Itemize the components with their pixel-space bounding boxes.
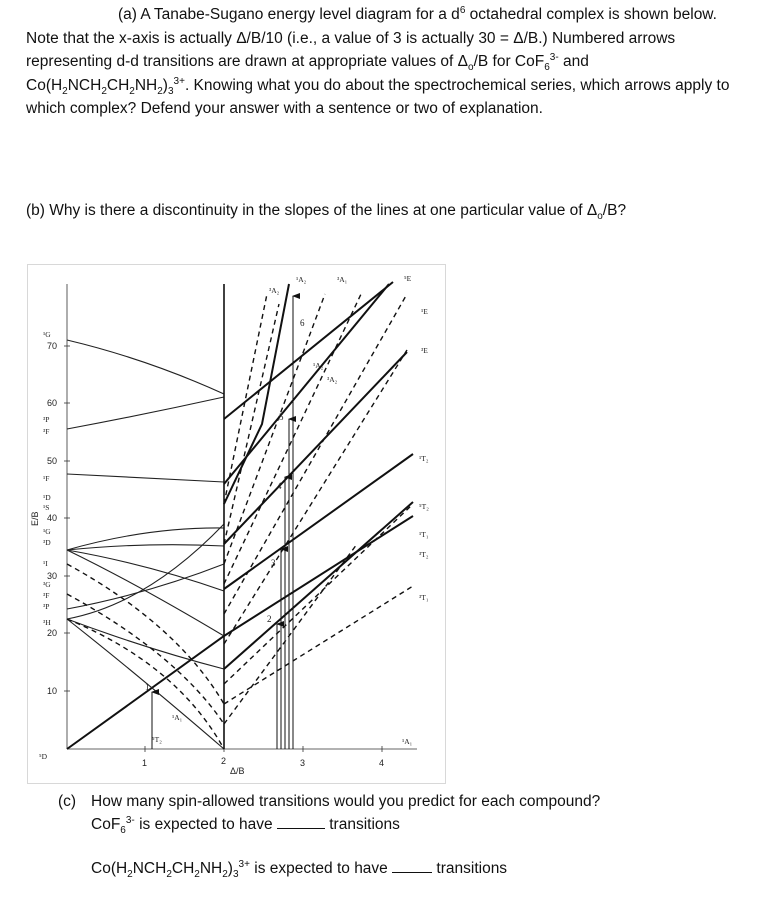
x-tick-label: 3 xyxy=(300,758,306,768)
term-label: ¹F xyxy=(43,474,50,483)
term-label: ³G xyxy=(43,580,51,589)
answer-text: Co(H xyxy=(91,860,128,877)
part-c-question-text: How many spin-allowed transitions would you predict for each compound? xyxy=(91,793,601,810)
arrow-label-4: 4 xyxy=(277,481,282,491)
term-label: ⁵E xyxy=(404,274,412,283)
term-label: ¹I xyxy=(43,559,48,568)
term-label: ¹T₁ xyxy=(419,530,429,539)
term-label: ⁵T₂ xyxy=(152,735,162,744)
part-a-text: NCH xyxy=(67,76,102,94)
term-label: ¹A₁ xyxy=(402,737,413,746)
y-tick-label: 30 xyxy=(47,571,58,581)
term-label: ³H xyxy=(43,618,51,627)
diagram-svg xyxy=(27,264,446,784)
subscript: 6 xyxy=(544,62,550,74)
x-tick-label: 1 xyxy=(142,758,148,768)
y-tick-label: 20 xyxy=(47,628,58,638)
term-label: ³F xyxy=(43,591,50,600)
subscript: 6 xyxy=(120,825,126,837)
part-a-text: A Tanabe-Sugano energy level diagram for a d xyxy=(140,6,460,23)
term-label: ¹G xyxy=(43,330,51,339)
part-c-label: (c) xyxy=(58,793,77,810)
term-label: ¹D xyxy=(43,493,51,502)
term-label: ³A₂ xyxy=(269,286,280,295)
cobalt-amine-answer-line xyxy=(58,857,600,880)
answer-text: CH xyxy=(171,860,195,877)
subscript: 2 xyxy=(129,85,135,97)
question-part-a xyxy=(26,3,741,121)
y-tick-label: 40 xyxy=(47,513,58,523)
subscript: 2 xyxy=(127,869,133,881)
y-tick-label: 70 xyxy=(47,341,58,351)
answer-text: NCH xyxy=(132,860,167,877)
term-label: ³T₁ xyxy=(419,593,429,602)
d-electron-count: 6 xyxy=(459,4,466,16)
answer-text: is expected to have xyxy=(249,860,393,877)
answer-text: transitions xyxy=(432,860,508,877)
part-a-text: and Co(H xyxy=(26,53,589,94)
y-axis-label: E/B xyxy=(30,511,40,526)
delta-subscript: o xyxy=(597,211,603,223)
subscript: 2 xyxy=(157,85,163,97)
term-label: ³P xyxy=(43,415,50,424)
term-label: ¹G xyxy=(43,527,51,536)
arrow-label-2: 2 xyxy=(267,614,272,624)
part-b-text: (b) Why is there a discontinuity in the slopes of the lines at one particular value of Δ xyxy=(26,202,598,219)
term-label: ¹S xyxy=(43,503,50,512)
term-label: ³A₂ xyxy=(327,375,338,384)
subscript: 2 xyxy=(62,85,68,97)
delta-subscript: o xyxy=(468,62,474,74)
part-a-text: /B for CoF xyxy=(473,53,545,70)
arrow-label-6: 6 xyxy=(300,318,305,328)
cof6-answer-blank[interactable] xyxy=(277,814,325,829)
arrow-label-3: 3 xyxy=(271,558,276,568)
part-c-question xyxy=(58,790,600,813)
part-a-text: ) xyxy=(162,76,168,94)
part-a-text: . Knowing what you do about the spectrochemical series, which arrows apply to which complex? Defend your answer with a sentence or two of explanation. xyxy=(26,76,730,117)
term-label: ³A₁ xyxy=(337,275,348,284)
term-label: ³E xyxy=(421,346,428,355)
charge-superscript: 3+ xyxy=(173,75,185,87)
charge-superscript: 3- xyxy=(549,51,559,63)
term-label: ¹A₂ xyxy=(296,275,307,284)
charge-superscript: 3- xyxy=(125,814,135,826)
term-label: ³F xyxy=(43,427,50,436)
y-tick-label: 60 xyxy=(47,398,58,408)
answer-text: ) xyxy=(227,860,233,877)
x-tick-label: 2 xyxy=(221,756,227,766)
subscript: 3 xyxy=(232,869,239,881)
term-label: ⁵D xyxy=(39,752,48,761)
y-tick-label: 10 xyxy=(47,686,58,696)
subscript: 2 xyxy=(101,85,107,97)
term-label: ³T₂ xyxy=(419,550,429,559)
answer-text: NH xyxy=(199,860,223,877)
part-a-text: NH xyxy=(134,76,158,94)
subscript: 2 xyxy=(222,869,228,881)
term-label: ¹A₂ xyxy=(313,361,324,370)
x-tick-label: 4 xyxy=(379,758,385,768)
question-part-c xyxy=(58,790,600,880)
part-b-text: /B? xyxy=(602,202,627,219)
term-label: ¹E xyxy=(421,307,428,316)
term-label: ⁵T₂ xyxy=(419,502,429,511)
answer-text: CoF xyxy=(91,816,121,833)
subscript: 2 xyxy=(166,869,172,881)
subscript: 2 xyxy=(194,869,200,881)
arrow-label-1: 1 xyxy=(145,682,150,692)
tanabe-sugano-diagram xyxy=(27,264,446,784)
figure-border xyxy=(28,265,446,784)
subscript: 3 xyxy=(167,85,174,97)
answer-text: is expected to have xyxy=(134,816,277,833)
x-axis-label: Δ/B xyxy=(230,766,245,776)
arrow-label-5: 5 xyxy=(279,412,284,422)
term-label: ¹T₂ xyxy=(419,454,429,463)
y-tick-label: 50 xyxy=(47,456,58,466)
part-a-text: CH xyxy=(106,76,130,94)
charge-superscript: 3+ xyxy=(238,858,250,870)
cobalt-amine-answer-blank[interactable] xyxy=(392,858,432,873)
term-label: ³P xyxy=(43,602,50,611)
term-label: ¹A₁ xyxy=(172,713,183,722)
part-a-label: (a) xyxy=(118,6,137,23)
question-part-b xyxy=(26,199,741,223)
part-a-text: octahedral complex is shown below. Note that the x-axis is actually Δ/B/10 (i.e., a value of 3 is actually 30 = Δ/B.) Numbered arrows representing d-d transitions are drawn at appropriate values of Δ xyxy=(26,6,717,70)
answer-text: transitions xyxy=(324,816,400,833)
term-label: ³D xyxy=(43,538,51,547)
cof6-answer-line xyxy=(58,813,600,836)
